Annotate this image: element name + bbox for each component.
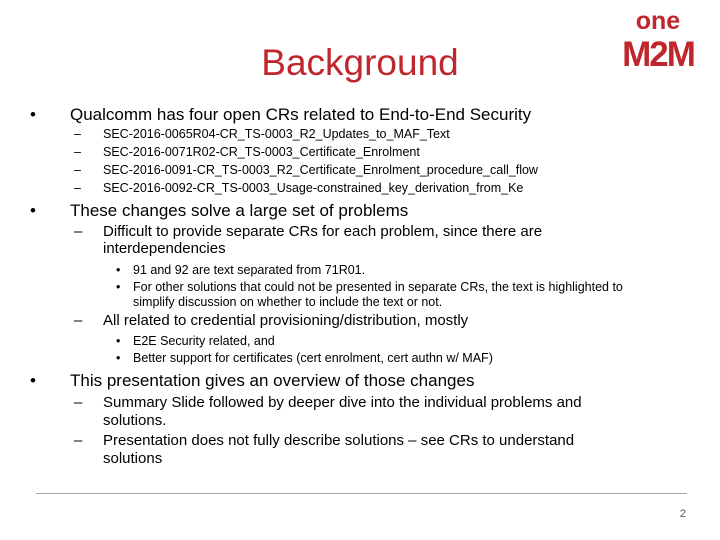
logo-bottom-text: M2M [622, 35, 694, 72]
bullet-text: This presentation gives an overview of those changes [70, 371, 475, 390]
sub-sub-bullet-text-line: Better support for certificates (cert enrolment, cert authn w/ MAF) [133, 351, 493, 365]
sub-bullet-marker: – [74, 223, 83, 240]
sub-bullet-marker: – [74, 127, 81, 141]
sub-sub-bullet-marker: • [116, 351, 121, 365]
sub-bullet-marker: – [74, 432, 83, 449]
sub-bullet-text: SEC-2016-0091-CR_TS-0003_R2_Certificate_Enrolment_procedure_call_flow [103, 163, 538, 177]
sub-sub-bullet-text-line: E2E Security related, and [133, 334, 275, 348]
sub-bullet-marker: – [74, 181, 81, 195]
footer-divider [36, 493, 687, 494]
sub-bullet-text-line: All related to credential provisioning/distribution, mostly [103, 312, 469, 329]
sub-bullet-text: SEC-2016-0092-CR_TS-0003_Usage-constrained_key_derivation_from_Ke [103, 181, 524, 195]
sub-bullet-text-line: interdependencies [103, 240, 226, 257]
bullet-text: Qualcomm has four open CRs related to End-to-End Security [70, 105, 532, 124]
sub-sub-bullet-text-line: For other solutions that could not be presented in separate CRs, the text is highlighted to [133, 280, 623, 294]
page-number: 2 [679, 508, 686, 520]
sub-bullet-text-line: Difficult to provide separate CRs for each problem, since there are [103, 223, 543, 240]
sub-bullet-text-line: Presentation does not fully describe solutions – see CRs to understand [103, 432, 575, 449]
logo-top-text: one [635, 7, 681, 35]
sub-bullet-text-line: solutions. [103, 412, 167, 429]
sub-sub-bullet-text-line: 91 and 92 are text separated from 71R01. [133, 263, 366, 277]
sub-sub-bullet-marker: • [116, 280, 121, 294]
sub-bullet-marker: – [74, 394, 83, 411]
sub-bullet-text-line: Summary Slide followed by deeper dive into the individual problems and [103, 394, 582, 411]
bullet-marker: • [30, 371, 36, 390]
sub-bullet-marker: – [74, 145, 81, 159]
bullet-marker: • [30, 105, 36, 124]
sub-bullet-text: SEC-2016-0071R02-CR_TS-0003_Certificate_Enrolment [103, 145, 420, 159]
bullet-marker: • [30, 201, 36, 220]
sub-sub-bullet-marker: • [116, 263, 121, 277]
sub-bullet-text: SEC-2016-0065R04-CR_TS-0003_R2_Updates_to_MAF_Text [103, 127, 450, 141]
sub-bullet-marker: – [74, 312, 83, 329]
bullet-text: These changes solve a large set of problems [70, 201, 409, 220]
sub-bullet-marker: – [74, 163, 81, 177]
sub-bullet-text-line: solutions [103, 450, 163, 467]
sub-sub-bullet-text-line: simplify discussion on whether to include the text or not. [133, 295, 443, 309]
sub-sub-bullet-marker: • [116, 334, 121, 348]
slide-title: Background [261, 42, 459, 83]
